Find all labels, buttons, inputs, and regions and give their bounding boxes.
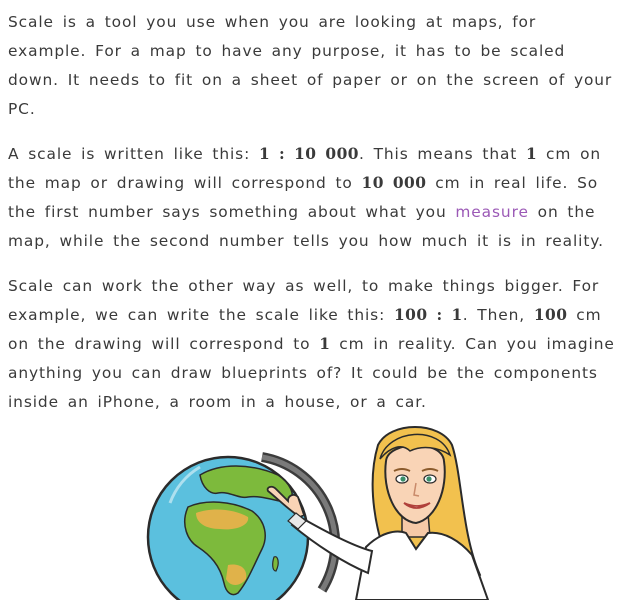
text-segment: cm on the map or drawing will correspond to <box>8 145 602 192</box>
text-segment: cm in real life. So the first number says something about what you <box>8 174 599 221</box>
math-scale-ratio: 1 : 10 000 <box>258 145 359 163</box>
math-value: 1 <box>526 145 538 163</box>
paragraph-enlarge-scale <box>8 272 618 417</box>
text-segment: A scale is written like this: <box>8 145 259 163</box>
paragraph-scale-definition <box>8 140 618 256</box>
teacher-globe-illustration <box>140 425 510 600</box>
article-body <box>8 8 618 433</box>
text-segment: cm on the drawing will correspond to <box>8 306 602 353</box>
paragraph-intro <box>8 8 618 124</box>
math-value: 10 000 <box>361 174 427 192</box>
text-segment: on the map, while the second number tells you how much it is in reality. <box>8 203 604 250</box>
text-segment: cm in reality. Can you imagine anything you can draw blueprints of? It could be the components inside an iPhone, a room in a house, or a car. <box>8 335 615 411</box>
math-value: 1 <box>319 335 331 353</box>
teacher-icon <box>268 427 488 600</box>
intro-text: Scale is a tool you use when you are looking at maps, for example. For a map to have any purpose, it has to be scaled down. It needs to fit on a sheet of paper or on the screen of your PC. <box>8 13 613 118</box>
text-segment: Scale can work the other way as well, to make things bigger. For example, we can write the scale like this: <box>8 277 600 324</box>
math-value: 100 <box>533 306 568 324</box>
measure-link[interactable]: measure <box>455 203 529 221</box>
globe-icon <box>148 457 308 600</box>
text-segment: . This means that <box>359 145 527 163</box>
math-scale-ratio: 100 : 1 <box>393 306 463 324</box>
text-segment: . Then, <box>462 306 534 324</box>
